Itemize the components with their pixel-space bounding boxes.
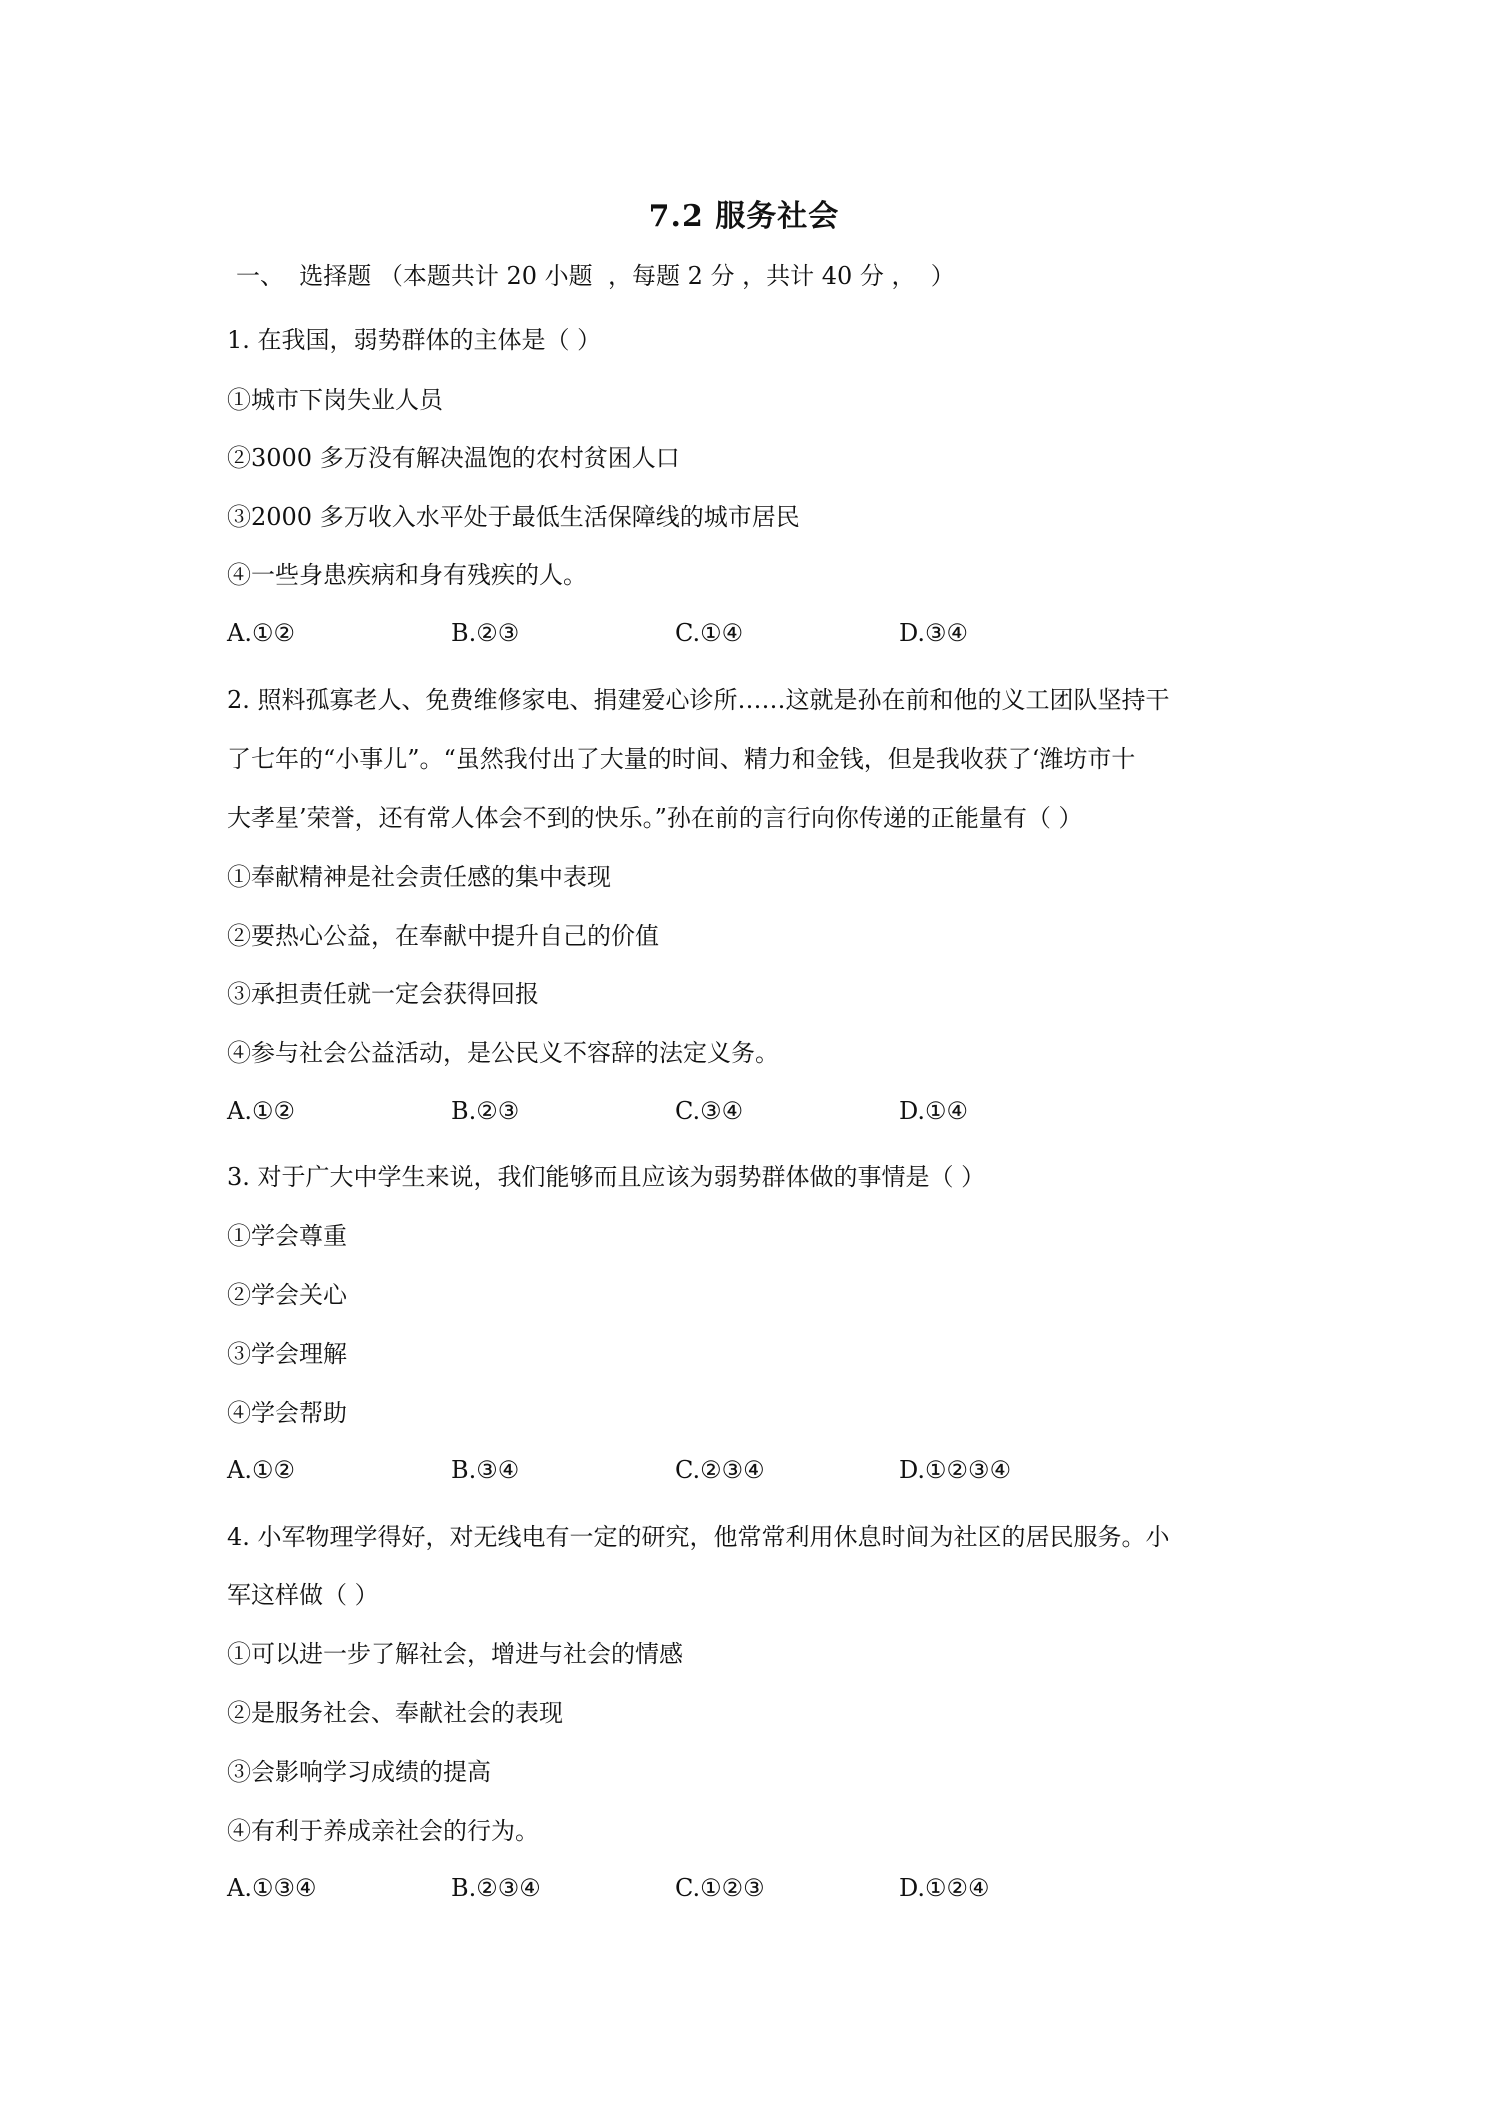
question-1-item: ③2000 多万收入水平处于最低生活保障线的城市居民	[227, 503, 800, 531]
question-3-item: ④学会帮助	[227, 1399, 347, 1427]
question-4-option-a: A.①③④	[227, 1874, 317, 1902]
question-4-option-b: B.②③④	[451, 1874, 541, 1902]
question-2-option-d: D.①④	[899, 1097, 969, 1125]
section-heading: 一、 选择题 （本题共计 20 小题 ，每题 2 分 ，共计 40 分 ， ）	[236, 262, 955, 290]
question-2-stem: 了七年的“小事儿”。“虽然我付出了大量的时间、精力和金钱，但是我收获了‘潍坊市十	[227, 745, 1136, 773]
question-3-option-b: B.③④	[451, 1456, 520, 1484]
question-1-item: ①城市下岗失业人员	[227, 386, 443, 414]
question-1-item: ④一些身患疾病和身有残疾的人。	[227, 561, 587, 589]
question-3-option-c: C.②③④	[675, 1456, 765, 1484]
question-4-item: ③会影响学习成绩的提高	[227, 1758, 491, 1786]
question-3-item: ②学会关心	[227, 1281, 347, 1309]
question-3-option-a: A.①②	[227, 1456, 295, 1484]
question-3-option-d: D.①②③④	[899, 1456, 1012, 1484]
question-2-item: ③承担责任就一定会获得回报	[227, 980, 539, 1008]
question-1-stem: 1. 在我国，弱势群体的主体是（ ）	[227, 326, 602, 354]
question-2-stem: 2. 照料孤寡老人、免费维修家电、捐建爱心诊所……这就是孙在前和他的义工团队坚持干	[227, 686, 1170, 714]
question-4-item: ②是服务社会、奉献社会的表现	[227, 1699, 563, 1727]
question-1-option-b: B.②③	[451, 619, 520, 647]
question-4-stem: 军这样做（ ）	[227, 1581, 379, 1609]
question-4-option-c: C.①②③	[675, 1874, 765, 1902]
question-4-option-d: D.①②④	[899, 1874, 990, 1902]
question-1-item: ②3000 多万没有解决温饱的农村贫困人口	[227, 444, 680, 472]
question-1-option-c: C.①④	[675, 619, 744, 647]
question-4-item: ①可以进一步了解社会，增进与社会的情感	[227, 1640, 683, 1668]
question-1-option-d: D.③④	[899, 619, 969, 647]
question-4-item: ④有利于养成亲社会的行为。	[227, 1817, 539, 1845]
question-2-stem: 大孝星’荣誉，还有常人体会不到的快乐。”孙在前的言行向你传递的正能量有（ ）	[227, 804, 1083, 832]
question-2-option-c: C.③④	[675, 1097, 744, 1125]
question-2-item: ①奉献精神是社会责任感的集中表现	[227, 863, 611, 891]
question-4-stem: 4. 小军物理学得好，对无线电有一定的研究，他常常利用休息时间为社区的居民服务。小	[227, 1523, 1170, 1551]
page-title: 7.2 服务社会	[648, 199, 840, 234]
question-3-item: ③学会理解	[227, 1340, 347, 1368]
question-3-stem: 3. 对于广大中学生来说，我们能够而且应该为弱势群体做的事情是（ ）	[227, 1163, 986, 1191]
question-2-option-a: A.①②	[227, 1097, 295, 1125]
question-2-item: ②要热心公益，在奉献中提升自己的价值	[227, 922, 659, 950]
question-3-item: ①学会尊重	[227, 1222, 347, 1250]
question-2-option-b: B.②③	[451, 1097, 520, 1125]
question-2-item: ④参与社会公益活动，是公民义不容辞的法定义务。	[227, 1039, 779, 1067]
question-1-option-a: A.①②	[227, 619, 295, 647]
